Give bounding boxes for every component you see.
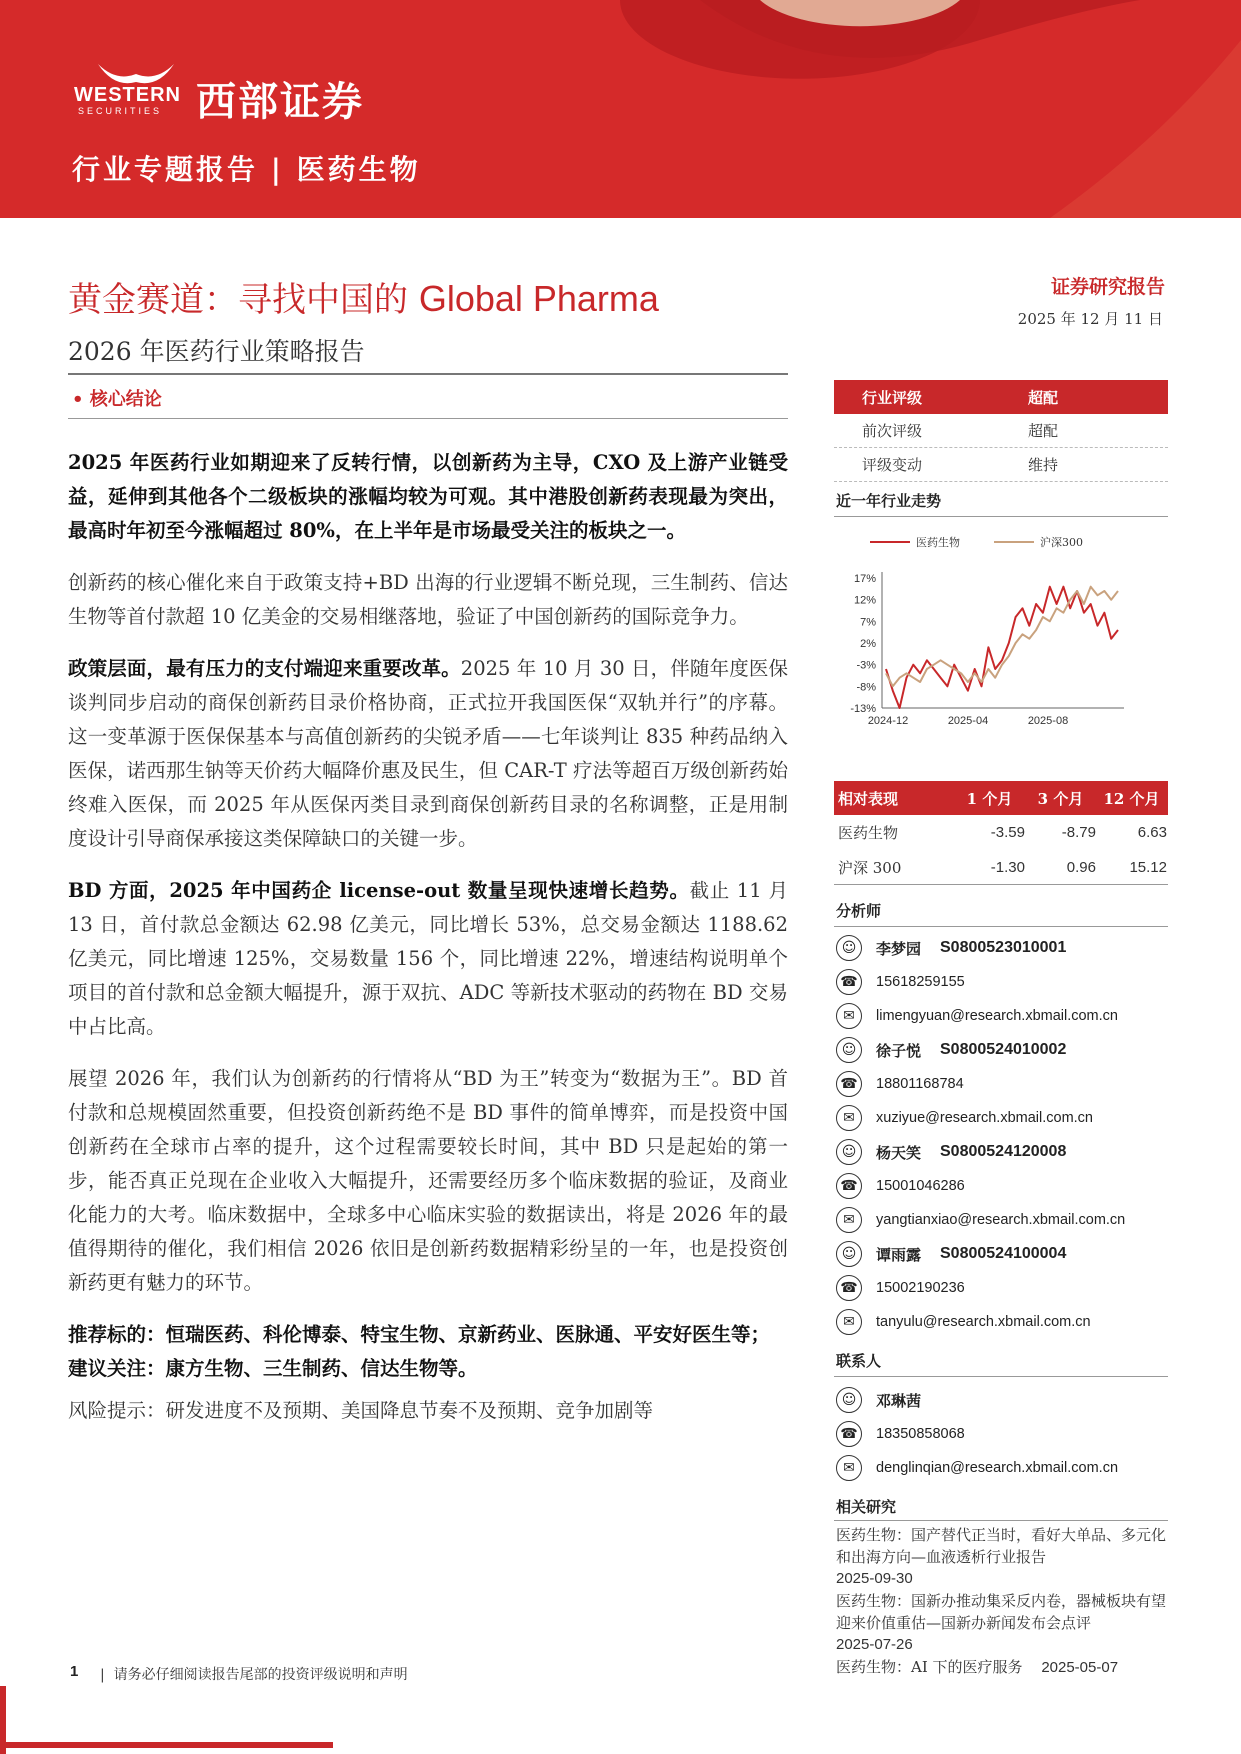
x-tick-label: 2025-04 xyxy=(947,715,989,727)
contact-name: 邓琳茜 xyxy=(876,1391,922,1410)
related-date: 2025-05-07 xyxy=(1041,1659,1119,1676)
legend-label: 沪深300 xyxy=(1040,536,1083,549)
phone-icon: ☎ xyxy=(836,1275,862,1301)
analyst-divider xyxy=(834,926,1168,927)
related-item[interactable] xyxy=(836,1656,1166,1679)
perf-header-cell: 1 个月 xyxy=(966,789,1013,808)
analyst-name: 徐子悦 xyxy=(876,1041,922,1060)
page-subtitle: 2026 年医药行业策略报告 xyxy=(68,337,365,366)
person-icon: ☺ xyxy=(836,935,862,961)
perf-cell: -8.79 xyxy=(1061,824,1096,841)
y-tick-label: -8% xyxy=(856,681,876,694)
paragraph-4-rest: 截止 11 月 13 日，首付款总金额达 62.98 亿美元，同比增长 53%，总交易金额达 1188.62 亿美元，同比增速 125%，交易数量 156 个，同比增速 22%，增速结构说明单个项目的首付款和总金额大幅提升，源于双抗、ADC 等新技术驱动的药物在 BD 交易中占比高。 xyxy=(68,879,788,1038)
y-tick-label: 2% xyxy=(860,638,876,650)
analyst-email[interactable]: tanyulu@research.xbmail.com.cn xyxy=(876,1314,1091,1330)
mail-icon: ✉ xyxy=(836,1455,862,1481)
analyst-license: S0800524010002 xyxy=(940,1041,1067,1058)
rating-row xyxy=(834,448,1168,482)
phone-icon: ☎ xyxy=(836,1071,862,1097)
analyst-phone-row xyxy=(834,966,1168,998)
contact-email[interactable]: denglinqian@research.xbmail.com.cn xyxy=(876,1460,1119,1476)
related-title: 医药生物：国新办推动集采反内卷，器械板块有望迎来价值重估—国新办新闻发布会点评 xyxy=(836,1592,1167,1632)
analyst-name-row xyxy=(834,932,1168,964)
logo-chinese: 西部证券 xyxy=(196,79,364,125)
logo-english: WESTERN xyxy=(74,84,181,106)
perf-divider xyxy=(834,884,1168,885)
analyst-phone-row xyxy=(834,1272,1168,1304)
analyst-phone: 15002190236 xyxy=(876,1280,965,1296)
analyst-name-row xyxy=(834,1238,1168,1270)
contact-name-row xyxy=(834,1384,1168,1416)
perf-cell: 沪深 300 xyxy=(838,859,902,877)
perf-cell: 0.96 xyxy=(1066,859,1096,876)
report-category: 行业专题报告 | 医药生物 xyxy=(72,153,421,186)
paragraph-3-lead: 政策层面，最有压力的支付端迎来重要改革。 xyxy=(68,657,461,680)
phone-icon: ☎ xyxy=(836,1421,862,1447)
related-item[interactable] xyxy=(836,1524,1166,1590)
title-cn: 黄金赛道：寻找中国的 xyxy=(68,280,408,320)
rating-row xyxy=(834,380,1168,414)
trend-divider xyxy=(834,516,1168,517)
analyst-phone: 15618259155 xyxy=(876,974,965,990)
phone-icon: ☎ xyxy=(836,969,862,995)
person-icon: ☺ xyxy=(836,1139,862,1165)
header-banner xyxy=(0,0,1241,218)
analyst-email[interactable]: yangtianxiao@research.xbmail.com.cn xyxy=(876,1212,1126,1228)
analyst-license: S0800524120008 xyxy=(940,1143,1067,1160)
mail-icon: ✉ xyxy=(836,1105,862,1131)
analyst-email[interactable]: limengyuan@research.xbmail.com.cn xyxy=(876,1008,1118,1024)
footer-disclaimer-text: 请务必仔细阅读报告尾部的投资评级说明和声明 xyxy=(113,1667,408,1683)
person-icon: ☺ xyxy=(836,1387,862,1413)
perf-header-cell: 相对表现 xyxy=(838,789,899,808)
corner-decoration xyxy=(0,1742,333,1748)
paragraph-3-rest: 2025 年 10 月 30 日，伴随年度医保谈判同步启动的商保创新药目录价格协商，正式拉开我国医保“双轨并行”的序幕。这一变革源于医保保基本与高值创新药的尖锐矛盾——七年谈判让 835 种药品纳入医保，诺西那生钠等天价药大幅降价惠及民生，但 CAR-T 疗法等超百万级创新药始终难入医保，而 2025 年从医保丙类目录到商保创新药目录的名称调整，正是用制度设计引导商保承接这类保障缺口的关键一步。 xyxy=(68,657,788,850)
analyst-email-row xyxy=(834,1000,1168,1032)
contact-email-row xyxy=(834,1452,1168,1484)
related-date: 2025-07-26 xyxy=(836,1636,913,1653)
phone-icon: ☎ xyxy=(836,1173,862,1199)
related-research-list xyxy=(836,1524,1166,1679)
x-tick-label: 2024-12 xyxy=(867,715,909,727)
perf-row xyxy=(834,815,1168,850)
analyst-name: 杨天笑 xyxy=(876,1143,922,1162)
page-number: 1 xyxy=(70,1663,79,1680)
rating-value: 超配 xyxy=(1028,422,1059,440)
related-date: 2025-09-30 xyxy=(836,1570,913,1587)
rating-table xyxy=(834,380,1168,482)
perf-cell: 6.63 xyxy=(1137,824,1167,841)
perf-cell: 医药生物 xyxy=(838,824,899,842)
risk-warning: 风险提示：研发进度不及预期、美国降息节奏不及预期、竞争加剧等 xyxy=(68,1399,654,1422)
person-icon: ☺ xyxy=(836,1037,862,1063)
rating-label: 评级变动 xyxy=(862,456,923,474)
trend-title: 近一年行业走势 xyxy=(836,492,942,510)
related-divider xyxy=(834,1520,1168,1521)
report-type: 证券研究报告 xyxy=(1050,276,1165,298)
analyst-email[interactable]: xuziyue@research.xbmail.com.cn xyxy=(876,1110,1093,1126)
core-divider xyxy=(68,418,788,419)
title-en: Global Pharma xyxy=(418,278,659,319)
paragraph-3 xyxy=(68,652,788,856)
trend-chart xyxy=(834,530,1168,742)
footer-disclaimer: | 请务必仔细阅读报告尾部的投资评级说明和声明 xyxy=(100,1667,408,1683)
analyst-name-row xyxy=(834,1136,1168,1168)
related-title: 医药生物：AI 下的医疗服务 xyxy=(836,1658,1023,1676)
page-title xyxy=(68,272,659,321)
analyst-phone: 18801168784 xyxy=(876,1076,964,1092)
y-tick-label: 17% xyxy=(853,573,876,585)
analyst-license: S0800524100004 xyxy=(940,1245,1067,1262)
rating-row xyxy=(834,414,1168,448)
related-heading: 相关研究 xyxy=(836,1498,897,1516)
analyst-license: S0800523010001 xyxy=(940,939,1067,956)
perf-header-row xyxy=(834,781,1168,815)
main-body xyxy=(68,446,788,1428)
analyst-name-row xyxy=(834,1034,1168,1066)
relative-performance-table xyxy=(834,781,1168,885)
suggested-watch: 建议关注：康方生物、三生制药、信达生物等。 xyxy=(68,1357,478,1380)
y-tick-label: 12% xyxy=(853,594,876,607)
logo-english-sub: SECURITIES xyxy=(78,106,163,116)
mail-icon: ✉ xyxy=(836,1207,862,1233)
analyst-phone-row xyxy=(834,1170,1168,1202)
paragraph-4-lead: BD 方面，2025 年中国药企 license-out 数量呈现快速增长趋势。 xyxy=(68,879,690,902)
rating-value: 超配 xyxy=(1028,388,1059,407)
y-tick-label: -3% xyxy=(856,659,876,672)
perf-cell: -3.59 xyxy=(990,824,1025,841)
paragraph-4 xyxy=(68,874,788,1044)
legend-label: 医药生物 xyxy=(916,536,960,549)
analyst-email-row xyxy=(834,1306,1168,1338)
title-divider xyxy=(68,373,788,375)
perf-header-cell: 3 个月 xyxy=(1037,789,1084,808)
report-date: 2025 年 12 月 11 日 xyxy=(1017,310,1163,328)
recommendation: 推荐标的：恒瑞医药、科伦博泰、特宝生物、京新药业、医脉通、平安好医生等； xyxy=(68,1323,771,1346)
series-line xyxy=(886,587,1118,708)
rating-label: 前次评级 xyxy=(862,422,923,440)
perf-cell: 15.12 xyxy=(1129,859,1167,876)
mail-icon: ✉ xyxy=(836,1003,862,1029)
analyst-name: 谭雨露 xyxy=(876,1245,922,1264)
contact-divider xyxy=(834,1376,1168,1377)
y-tick-label: -13% xyxy=(850,703,876,715)
contact-heading: 联系人 xyxy=(836,1352,882,1370)
mail-icon: ✉ xyxy=(836,1309,862,1335)
contact-phone-row xyxy=(834,1418,1168,1450)
analyst-email-row xyxy=(834,1102,1168,1134)
related-item[interactable] xyxy=(836,1590,1166,1656)
x-tick-label: 2025-08 xyxy=(1027,715,1069,727)
analyst-email-row xyxy=(834,1204,1168,1236)
rating-label: 行业评级 xyxy=(862,388,923,407)
core-conclusion-heading: • 核心结论 xyxy=(72,389,162,410)
analyst-name: 李梦园 xyxy=(876,939,922,958)
analyst-phone-row xyxy=(834,1068,1168,1100)
related-title: 医药生物：国产替代正当时，看好大单品、多元化和出海方向—血液透析行业报告 xyxy=(836,1526,1167,1566)
perf-row xyxy=(834,850,1168,885)
paragraph-5: 展望 2026 年，我们认为创新药的行情将从“BD 为王”转变为“数据为王”。BD 首付款和总规模固然重要，但投资创新药绝不是 BD 事件的简单博弈，而是投资中国创新药在全球市占率的提升，这个过程需要较长时间，其中 BD 只是起始的第一步，能否真正兑现在企业收入大幅提升，还需要经历多个临床数据的验证，及商业化能力的大考。临床数据中，全球多中心临床实验的数据读出，将是 2026 年的最值得期待的催化，我们相信 2026 依旧是创新药数据精彩纷呈的一年，也是投资创新药更有魅力的环节。 xyxy=(68,1067,788,1294)
analyst-heading: 分析师 xyxy=(836,902,882,920)
contact-phone: 18350858068 xyxy=(876,1426,965,1442)
person-icon: ☺ xyxy=(836,1241,862,1267)
analyst-phone: 15001046286 xyxy=(876,1178,965,1194)
perf-header-cell: 12 个月 xyxy=(1103,789,1160,808)
paragraph-1: 2025 年医药行业如期迎来了反转行情，以创新药为主导，CXO 及上游产业链受益，延伸到其他各个二级板块的涨幅均较为可观。其中港股创新药表现最为突出，最高时年初至今涨幅超过 80%，在上半年是市场最受关注的板块之一。 xyxy=(68,451,788,542)
rating-value: 维持 xyxy=(1028,456,1059,474)
paragraph-2: 创新药的核心催化来自于政策支持+BD 出海的行业逻辑不断兑现，三生制药、信达生物等首付款超 10 亿美金的交易相继落地，验证了中国创新药的国际竞争力。 xyxy=(68,571,788,628)
y-tick-label: 7% xyxy=(860,616,876,629)
perf-cell: -1.30 xyxy=(990,859,1025,876)
